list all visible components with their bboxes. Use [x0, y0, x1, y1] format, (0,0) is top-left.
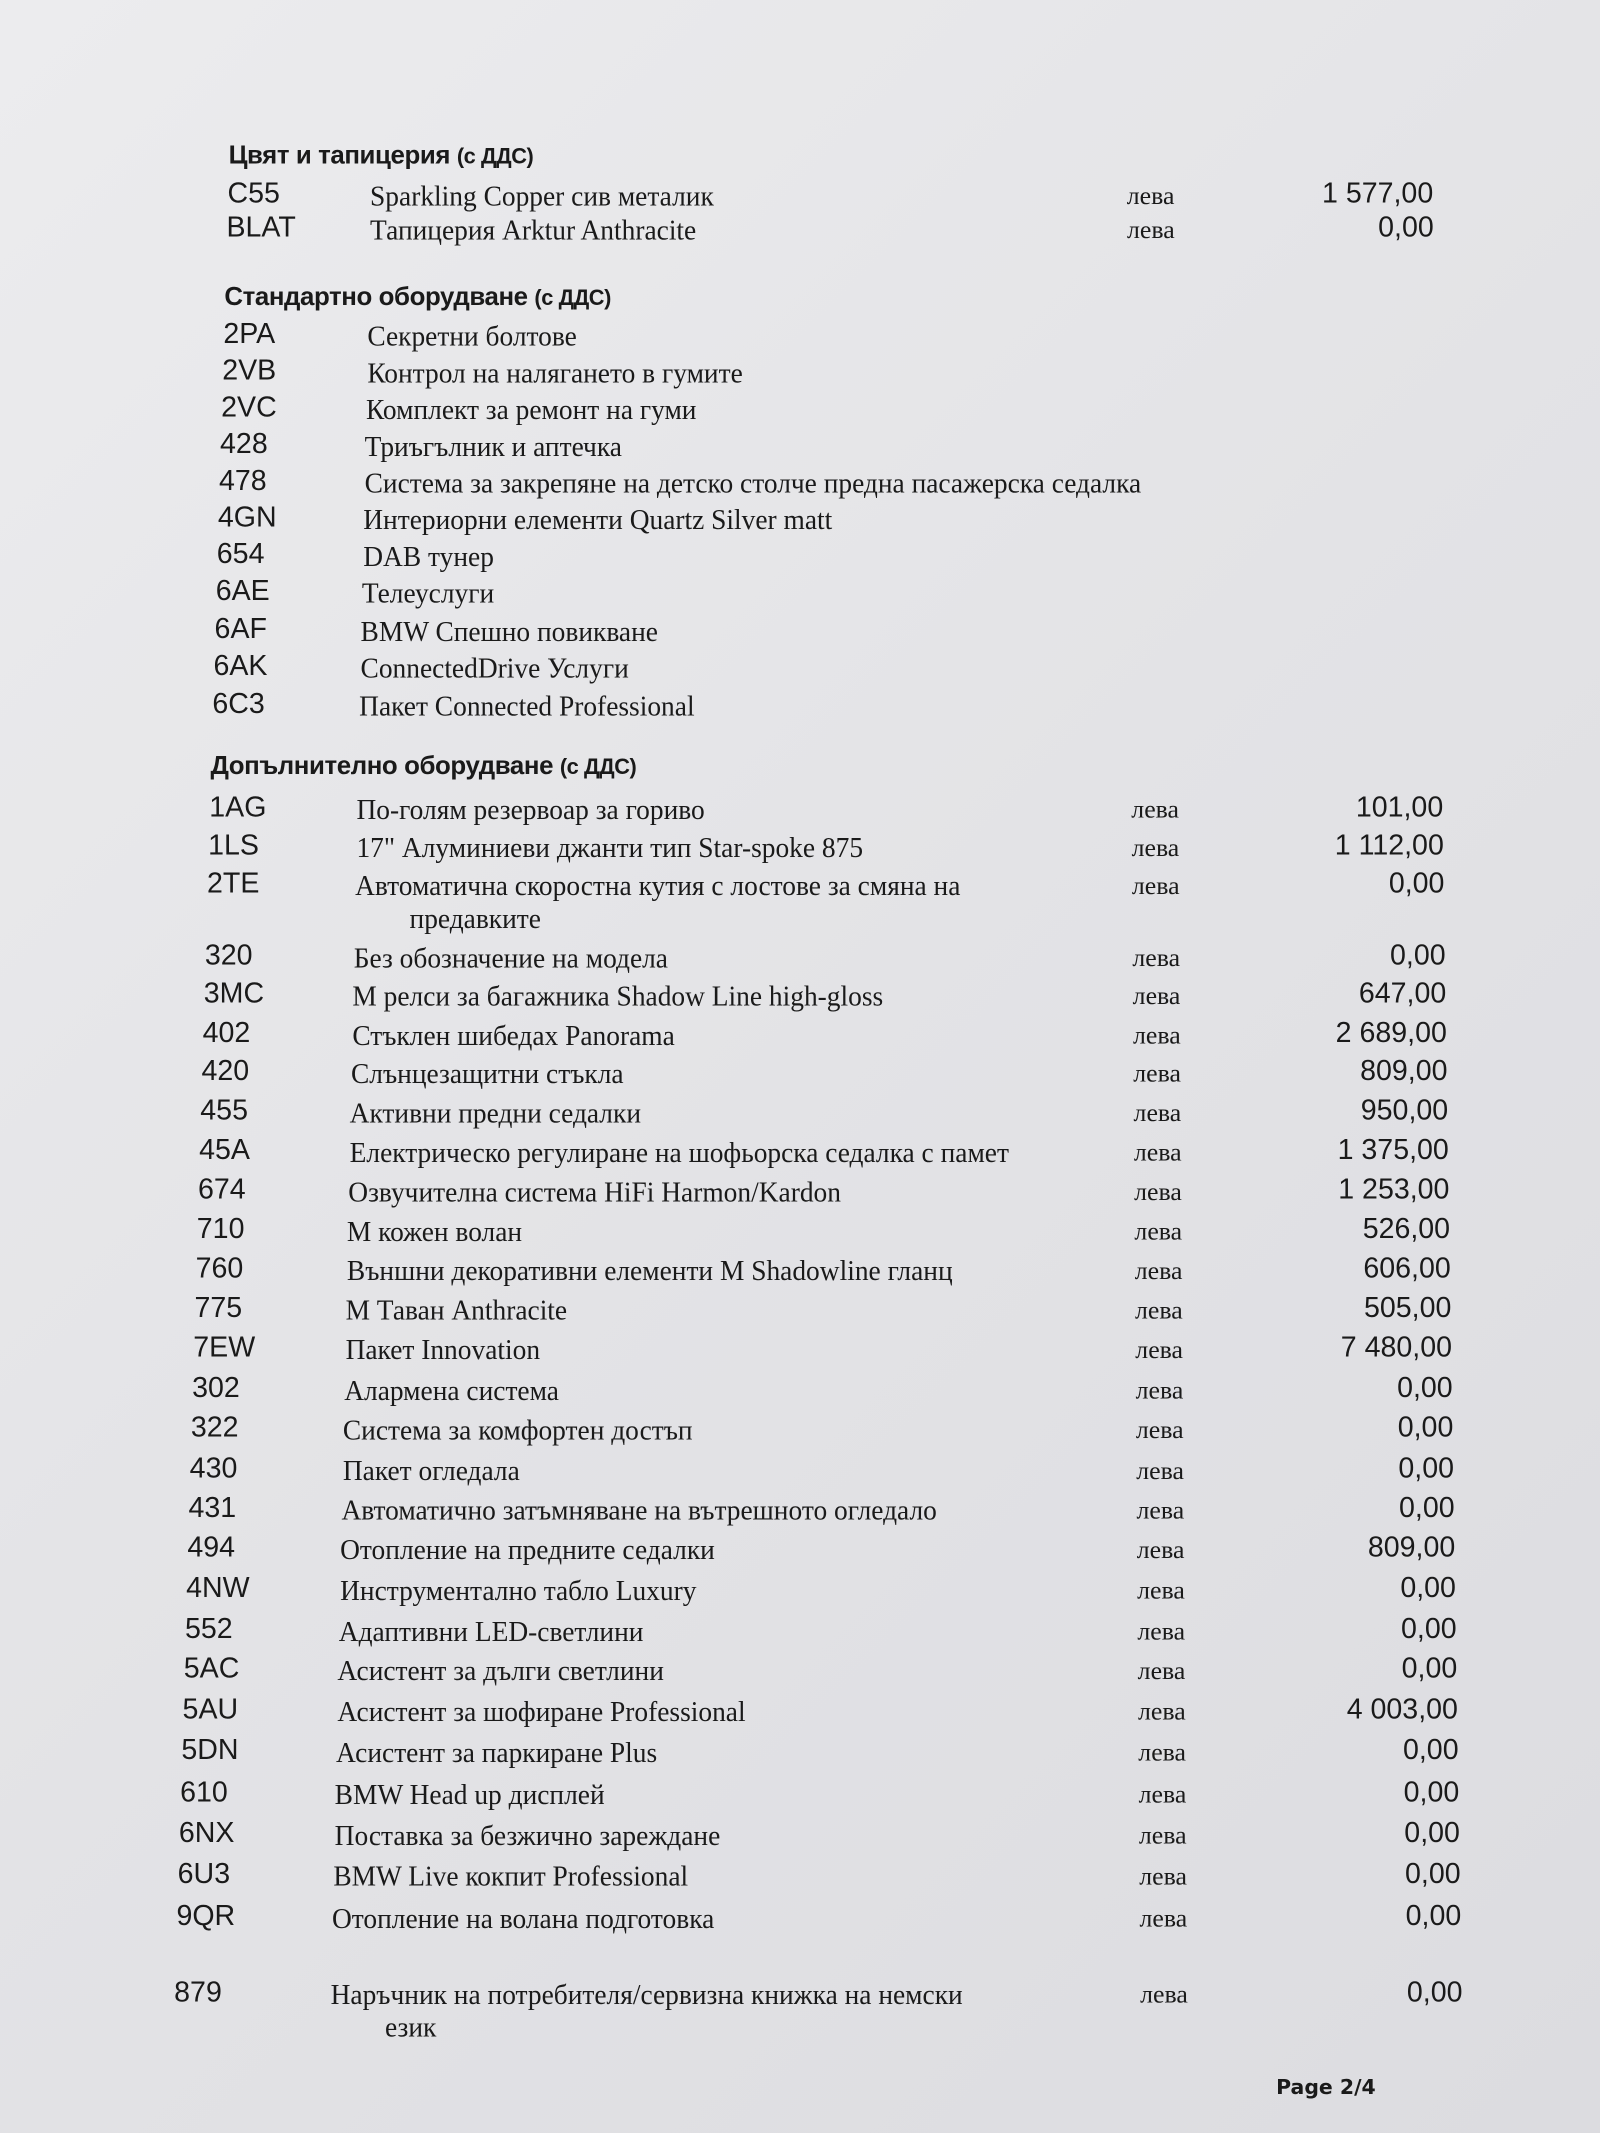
item-description: Пакет Connected Professional [359, 689, 695, 723]
item-currency: лева [1138, 1780, 1187, 1810]
item-code: 5DN [181, 1734, 239, 1766]
item-price: 0,00 [1390, 940, 1446, 972]
item-code: 6C3 [212, 688, 265, 720]
item-description: BMW Live кокпит Professional [333, 1859, 689, 1893]
item-code: 552 [184, 1613, 233, 1645]
item-currency: лева [1138, 1738, 1187, 1768]
page-number: Page 2/4 [1276, 2074, 1376, 2100]
item-description: Пакет Innovation [344, 1333, 540, 1366]
item-currency: лева [1136, 1536, 1185, 1565]
item-description: Озвучителна система HiFi Harmon/Kardon [348, 1175, 842, 1209]
item-code: 2TE [207, 867, 260, 900]
item-description: Автоматично затъмняване на вътрешното огледало [341, 1493, 937, 1527]
item-description: М Таван Anthracite [345, 1293, 568, 1327]
item-description: По-голям резервоар за гориво [356, 793, 706, 826]
item-code: BLAT [226, 212, 296, 244]
item-currency: лева [1137, 1697, 1186, 1727]
item-description: BMW Head up дисплей [335, 1778, 606, 1811]
item-description: Слънцезащитни стъкла [351, 1057, 624, 1090]
item-code: C55 [227, 178, 280, 210]
item-currency: лева [1134, 1178, 1182, 1207]
item-description: BMW Спешно повикване [360, 614, 659, 648]
item-description: Алармена система [344, 1374, 559, 1407]
item-code: 2VC [221, 391, 277, 424]
item-description: Инструментално табло Luxury [339, 1574, 696, 1607]
item-price: 809,00 [1367, 1531, 1456, 1564]
item-currency: лева [1135, 1336, 1184, 1365]
item-currency: лева [1139, 1862, 1187, 1892]
item-price: 0,00 [1399, 1492, 1455, 1524]
item-price: 2 689,00 [1335, 1017, 1447, 1049]
item-price: 606,00 [1363, 1253, 1451, 1285]
item-code: 6AF [214, 613, 267, 645]
item-description: Отопление на предните седалки [340, 1533, 716, 1566]
item-currency: лева [1131, 795, 1180, 825]
item-description: Триъгълник и аптечка [365, 429, 623, 463]
vat-note: (с ДДС) [559, 756, 637, 780]
section-heading [210, 752, 636, 782]
item-description: DAB тунер [362, 540, 494, 573]
item-price: 0,00 [1388, 867, 1445, 900]
item-price: 1 577,00 [1322, 178, 1434, 210]
item-currency: лева [1138, 1821, 1187, 1851]
section-title: Допълнително оборудване [210, 752, 554, 781]
item-description: Стъклен шибедах Panorama [351, 1019, 675, 1052]
item-code: 879 [174, 1976, 222, 2009]
item-price: 0,00 [1401, 1653, 1458, 1685]
item-price: 0,00 [1405, 1900, 1462, 1932]
item-code: 420 [201, 1055, 250, 1088]
item-code: 302 [192, 1372, 240, 1405]
item-description: М кожен волан [347, 1214, 523, 1248]
item-code: 9QR [176, 1900, 236, 1932]
item-currency: лева [1132, 1021, 1181, 1051]
item-description: Sparkling Copper сив металик [370, 179, 715, 213]
item-currency: лева [1132, 982, 1181, 1011]
item-code: 6NX [178, 1817, 235, 1849]
item-code: 2VB [222, 355, 277, 387]
section-title: Цвят и тапицерия [228, 141, 451, 171]
item-description: Телеуслуги [361, 576, 495, 610]
item-description: Поставка за безжично зареждане [334, 1818, 720, 1852]
item-code: 478 [218, 465, 267, 497]
item-currency: лева [1137, 1617, 1186, 1647]
item-price: 7 480,00 [1340, 1331, 1453, 1364]
item-code: 654 [216, 538, 265, 571]
item-code: 320 [204, 940, 253, 972]
item-code: 6AK [213, 650, 268, 682]
item-currency: лева [1133, 1059, 1181, 1089]
vat-note: (с ДДС) [456, 145, 534, 169]
item-price: 1 253,00 [1338, 1174, 1450, 1206]
item-code: 4GN [217, 502, 277, 534]
item-description: Асистент за паркиране Plus [336, 1735, 658, 1769]
item-currency: лева [1132, 944, 1181, 973]
item-code: 7EW [193, 1331, 256, 1364]
item-price: 0,00 [1402, 1734, 1459, 1766]
item-currency: лева [1131, 833, 1180, 863]
item-description-continued: предавките [409, 902, 542, 935]
item-description: 17" Алуминиеви джанти тип Star-spoke 875 [356, 831, 863, 864]
item-currency: лева [1137, 1576, 1185, 1606]
item-price: 0,00 [1406, 1976, 1463, 2009]
item-description: Отопление на волана подготовка [332, 1901, 715, 1935]
item-description: Контрол на налягането в гумите [366, 356, 743, 390]
item-code: 402 [202, 1017, 251, 1049]
item-description-continued: език [385, 2010, 437, 2044]
item-price: 505,00 [1363, 1292, 1452, 1324]
item-currency: лева [1136, 1496, 1185, 1526]
item-price: 526,00 [1362, 1213, 1451, 1245]
vat-note: (с ДДС) [534, 287, 611, 311]
item-price: 1 112,00 [1334, 829, 1444, 862]
item-currency: лева [1137, 1657, 1186, 1686]
item-price: 4 003,00 [1346, 1693, 1458, 1726]
section-title: Стандартно оборудване [224, 282, 528, 312]
item-code: 428 [220, 428, 268, 460]
item-code: 710 [196, 1213, 245, 1245]
item-code: 430 [189, 1453, 238, 1485]
item-description: Активни предни седалки [350, 1096, 642, 1130]
item-code: 45A [199, 1134, 250, 1166]
item-currency: лева [1127, 216, 1175, 245]
item-currency: лева [1135, 1416, 1184, 1445]
item-code: 674 [197, 1174, 246, 1206]
item-price: 101,00 [1355, 791, 1444, 824]
item-code: 775 [194, 1292, 243, 1324]
item-description: Система за закрепяне на детско столче предна пасажерска седалка [364, 466, 1141, 500]
item-price: 0,00 [1400, 1572, 1456, 1605]
item-currency: лева [1139, 1904, 1188, 1934]
section-heading [229, 141, 534, 171]
item-description: Комплект за ремонт на гуми [365, 393, 697, 426]
item-price: 950,00 [1360, 1095, 1449, 1127]
item-description: Пакет огледала [342, 1454, 520, 1488]
item-currency: лева [1135, 1376, 1184, 1406]
item-price: 0,00 [1397, 1372, 1453, 1405]
item-description: Електрическо регулиране на шофьорска седалка с памет [349, 1136, 1009, 1169]
item-description: Тапицерия Arktur Anthracite [369, 213, 697, 247]
item-code: 6U3 [177, 1858, 231, 1890]
item-code: 6AE [215, 575, 270, 607]
item-price: 0,00 [1400, 1613, 1457, 1645]
item-price: 1 375,00 [1337, 1134, 1449, 1166]
item-code: 4NW [186, 1572, 250, 1605]
item-code: 1LS [208, 829, 260, 862]
item-price: 0,00 [1398, 1453, 1454, 1485]
item-description: М релси за багажника Shadow Line high-gloss [352, 979, 884, 1013]
item-description: Без обозначение на модела [353, 941, 668, 975]
item-description: Интериорни елементи Quartz Silver matt [363, 503, 833, 537]
item-code: 322 [190, 1412, 239, 1444]
item-description: Асистент за дълги светлини [337, 1654, 665, 1688]
item-description: Асистент за шофиране Professional [336, 1695, 746, 1728]
item-price: 809,00 [1360, 1055, 1448, 1088]
item-description: Наръчник на потребителя/сервизна книжка на немски [330, 1978, 963, 2011]
item-code: 1AG [209, 791, 267, 824]
item-description: Автоматична скоростна кутия с лостове за смяна на [355, 869, 961, 903]
item-code: 494 [187, 1531, 236, 1564]
item-description: Външни декоративни елементи M Shadowline гланц [346, 1254, 953, 1288]
item-currency: лева [1136, 1457, 1184, 1486]
item-price: 0,00 [1404, 1858, 1461, 1890]
item-code: 5AU [182, 1693, 239, 1726]
item-currency: лева [1133, 1138, 1182, 1168]
item-currency: лева [1131, 872, 1180, 901]
item-code: 610 [180, 1776, 228, 1809]
item-description: Секретни болтове [367, 319, 578, 353]
item-price: 0,00 [1378, 212, 1434, 244]
item-price: 0,00 [1397, 1412, 1454, 1444]
item-currency: лева [1133, 1099, 1182, 1128]
item-price: 0,00 [1404, 1817, 1460, 1849]
item-currency: лева [1134, 1217, 1183, 1247]
item-code: 3MC [203, 978, 265, 1010]
item-code: 5AC [183, 1653, 240, 1685]
item-description: ConnectedDrive Услуги [360, 651, 629, 685]
item-code: 431 [188, 1492, 237, 1524]
item-description: Система за комфортен достъп [343, 1413, 693, 1447]
item-code: 760 [195, 1253, 244, 1285]
item-currency: лева [1126, 182, 1175, 211]
item-code: 455 [200, 1095, 248, 1127]
item-currency: лева [1135, 1296, 1183, 1326]
item-price: 647,00 [1358, 978, 1447, 1010]
item-description: Адаптивни LED-светлини [338, 1614, 644, 1648]
item-currency: лева [1134, 1257, 1183, 1286]
item-code: 2PA [223, 318, 276, 350]
item-currency: лева [1140, 1980, 1188, 2010]
section-heading [224, 283, 611, 313]
item-price: 0,00 [1403, 1776, 1460, 1809]
